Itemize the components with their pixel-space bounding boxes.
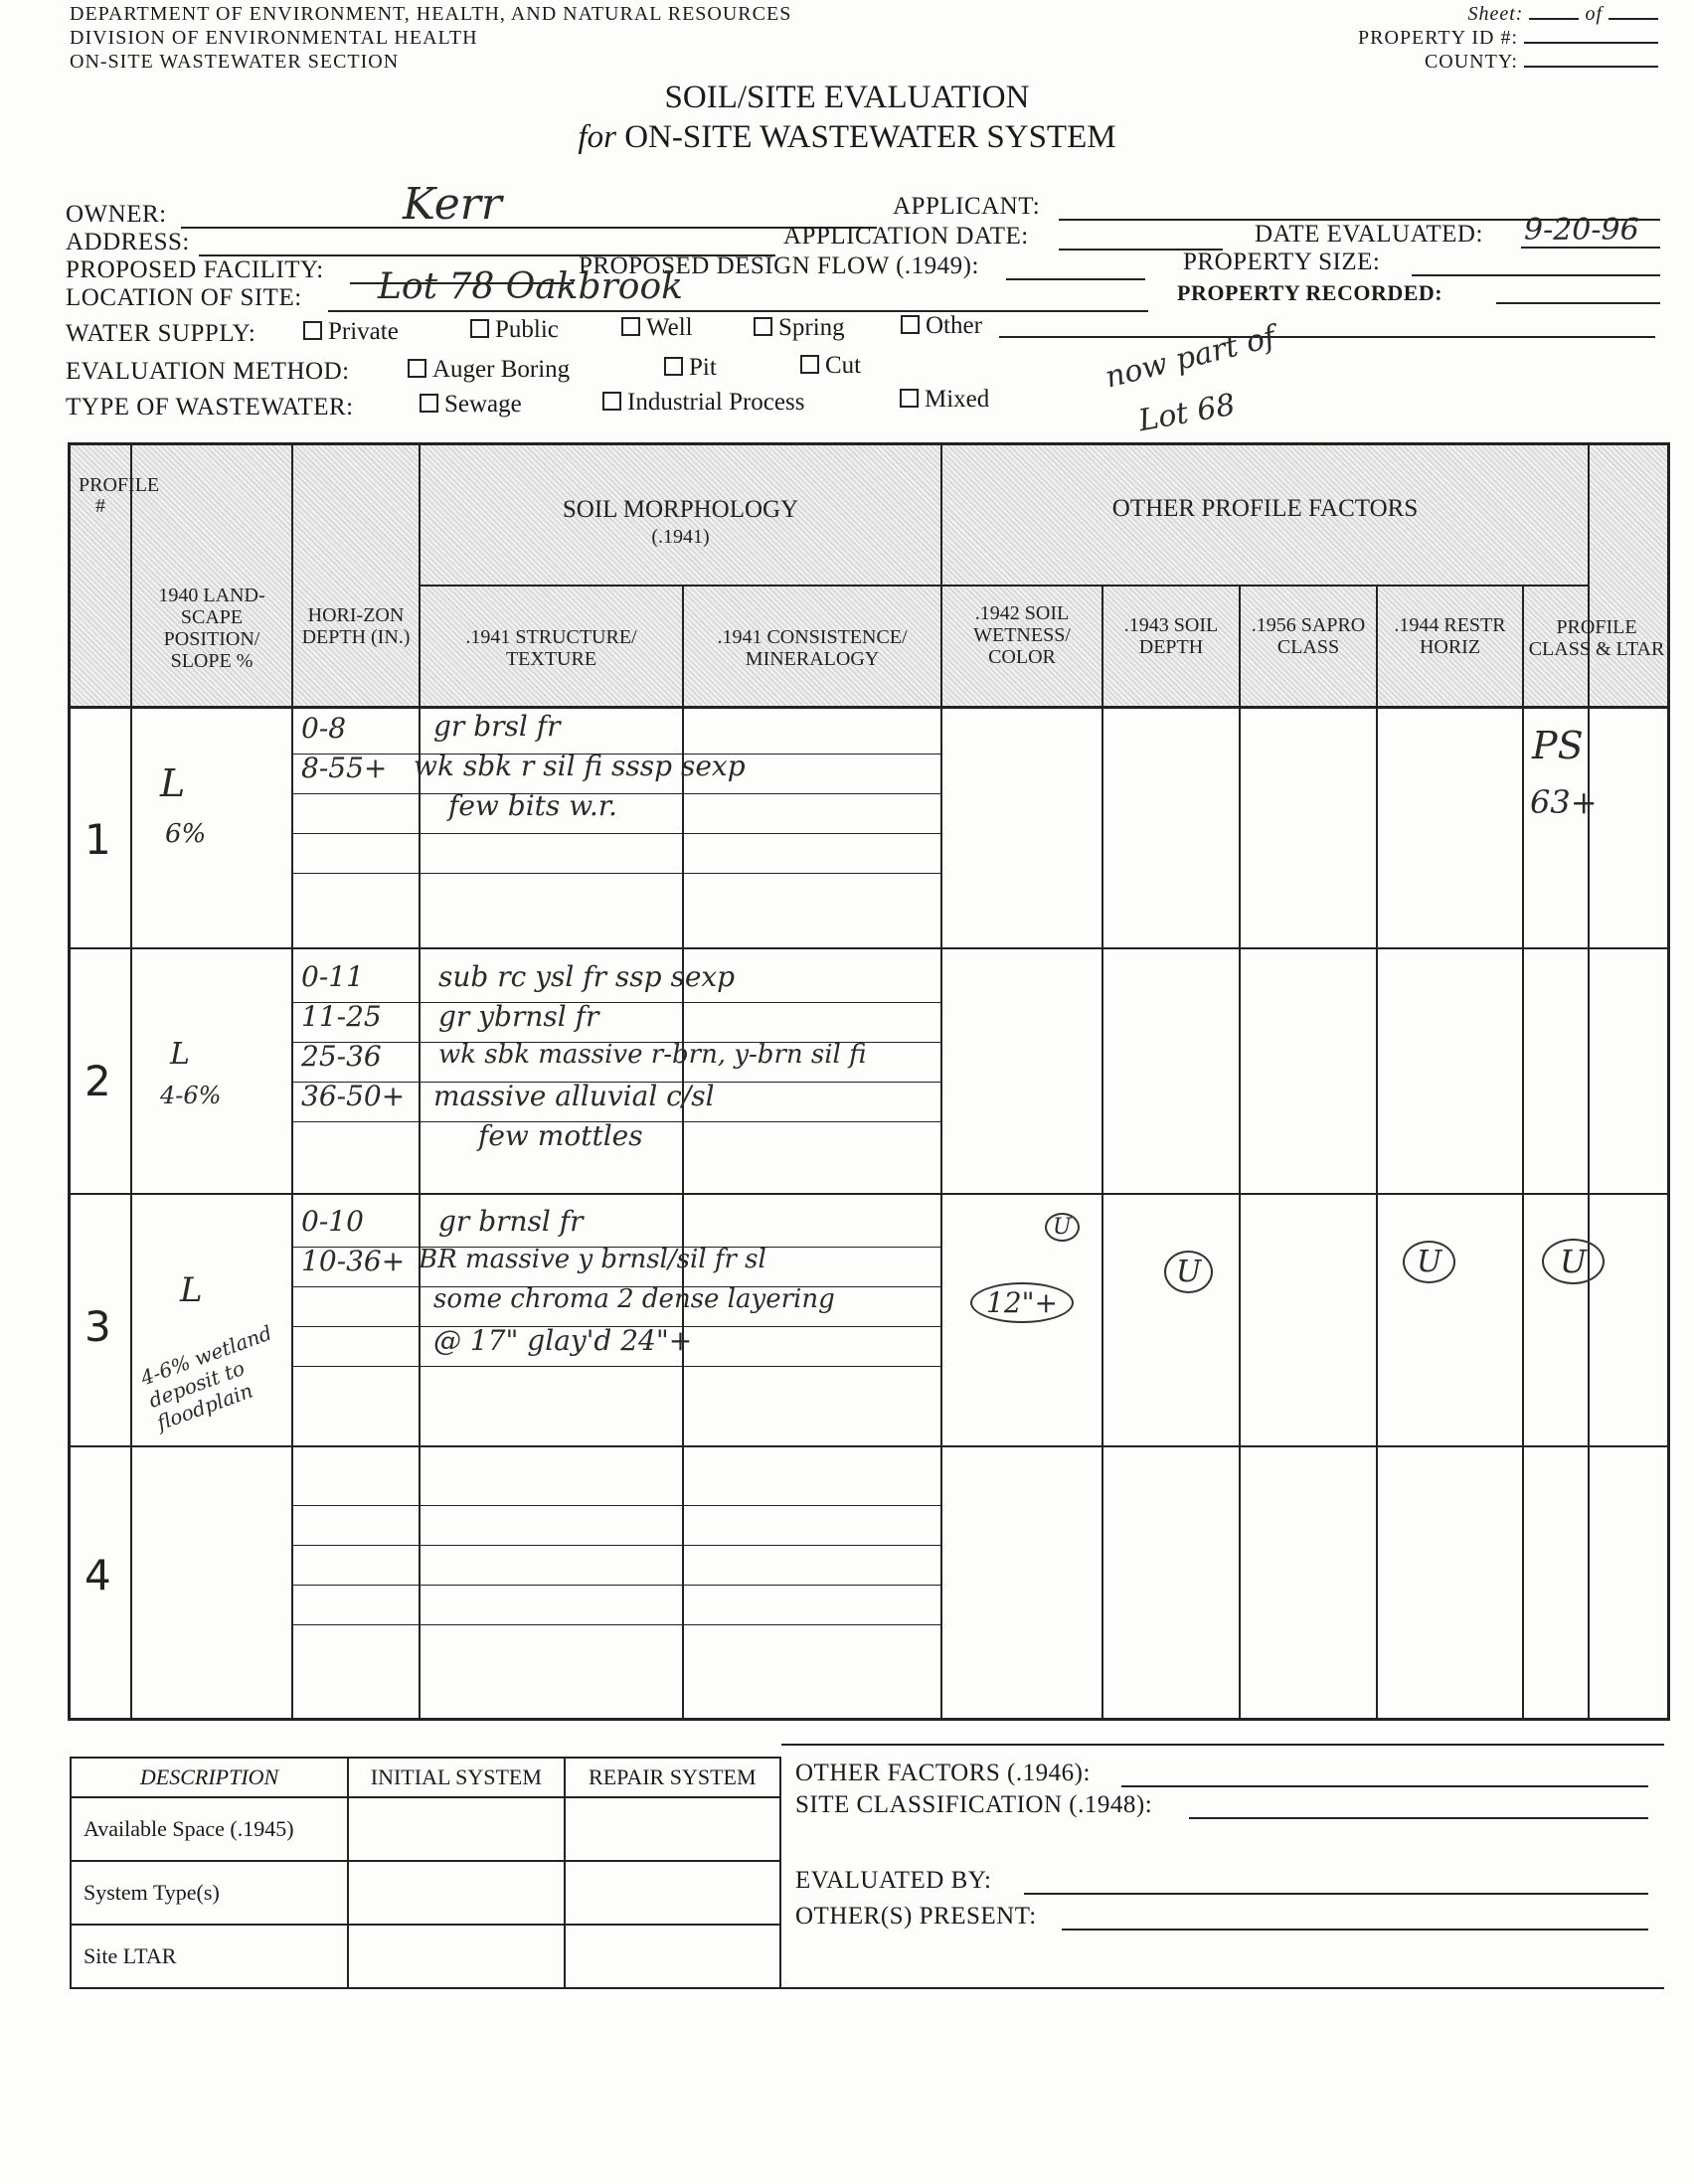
profile-number-2: 2 [85,1057,111,1105]
available-space-initial[interactable] [348,1797,564,1861]
location-value: Lot 78 Oakbrook [378,266,683,307]
site-ltar-initial[interactable] [348,1925,564,1988]
sheet-info [1358,2,1658,74]
industrial-process-checkbox[interactable]: Industrial Process [602,389,804,417]
profile3-wetness: U [1045,1213,1080,1242]
profile1-horizon-1: 0-8 [301,712,347,745]
profile1-landscape: L [160,761,186,805]
property-recorded-field[interactable] [1496,302,1660,304]
soil-depth-header: .1943 SOIL DEPTH [1123,614,1219,658]
profile2-landscape: L [170,1037,190,1072]
profile2-horizon-3: 25-36 [301,1040,382,1073]
profile1-ltar: 63+ [1530,783,1598,821]
profile2-texture-5: few mottles [478,1119,643,1152]
handwritten-note-line2: Lot 68 [1135,387,1239,439]
profile2-texture-1: sub rc ysl fr ssp sexp [438,960,736,993]
profile-column-header: PROFILE # [79,474,160,517]
evaluated-by-label: EVALUATED BY: [795,1867,992,1894]
system-type-initial[interactable] [348,1861,564,1925]
water-public-checkbox[interactable]: Public [470,316,559,344]
auger-boring-checkbox[interactable]: Auger Boring [408,356,570,384]
location-field[interactable] [328,310,1148,312]
profile2-horizon-4: 36-50+ [301,1080,406,1112]
other-factors-label: OTHER FACTORS (.1946): [795,1760,1091,1786]
system-description-table [70,1757,781,1989]
profile2-slope: 4-6% [160,1082,222,1109]
profile3-texture-3: some chroma 2 dense layering [433,1284,835,1314]
section-name: ON-SITE WASTEWATER SECTION [70,51,400,73]
county-field[interactable] [1524,66,1658,68]
profile3-restr: U [1403,1241,1455,1283]
sapro-class-header: .1956 SAPRO CLASS [1251,614,1366,658]
water-well-checkbox[interactable]: Well [621,314,693,342]
profile3-horizon-1: 0-10 [301,1205,364,1238]
site-classification-field[interactable] [1189,1817,1648,1819]
dept-name: DEPARTMENT OF ENVIRONMENT, HEALTH, AND NATURAL RESOURCES [70,3,792,25]
landscape-header: 1940 LAND-SCAPE POSITION/ SLOPE % [158,585,265,672]
profile3-landscape: L [180,1270,203,1310]
property-id-label: PROPERTY ID #: [1358,27,1518,49]
date-evaluated-value: 9-20-96 [1524,213,1639,248]
profile1-slope: 6% [165,819,207,849]
design-flow-label: PROPOSED DESIGN FLOW (.1949): [579,252,979,279]
system-type-repair[interactable] [565,1861,780,1925]
sheet-label: Sheet: [1467,3,1524,25]
location-label: LOCATION OF SITE: [66,284,302,311]
profile3-soil-depth: U [1164,1251,1213,1293]
water-private-checkbox[interactable]: Private [303,318,399,346]
soil-morphology-header: SOIL MORPHOLOGY (.1941) [562,496,799,548]
water-spring-checkbox[interactable]: Spring [754,314,845,342]
wastewater-label: TYPE OF WASTEWATER: [66,394,354,420]
agency-header [70,2,791,74]
profile-number-4: 4 [85,1551,111,1599]
profile1-horizon-2: 8-55+ [301,752,388,784]
pit-checkbox[interactable]: Pit [664,354,717,382]
profile3-class: U [1542,1239,1605,1284]
address-label: ADDRESS: [66,229,190,255]
consistence-mineralogy-header: .1941 CONSISTENCE/ MINERALOGY [717,626,908,670]
profile1-texture-3: few bits w.r. [448,789,617,822]
site-ltar-repair[interactable] [565,1925,780,1988]
water-other-checkbox[interactable]: Other [901,312,982,340]
handwritten-note-line1: now part of [1101,319,1279,396]
title-line2: ON-SITE WASTEWATER SYSTEM [624,119,1116,155]
profile3-wetness-depth: 12"+ [970,1282,1074,1323]
available-space-label: Available Space (.1945) [71,1797,348,1861]
profile2-horizon-2: 11-25 [301,1000,382,1033]
profile1-texture-2: wk sbk r sil fi sssp sexp [414,750,746,782]
profile3-texture-2: BR massive y brnsl/sil fr sl [419,1245,766,1274]
sewage-checkbox[interactable]: Sewage [420,391,522,419]
initial-system-header: INITIAL SYSTEM [348,1758,564,1797]
water-supply-label: WATER SUPPLY: [66,320,256,347]
evaluated-by-field[interactable] [1024,1893,1648,1895]
profile2-texture-2: gr ybrnsl fr [438,1000,599,1033]
others-present-label: OTHER(S) PRESENT: [795,1903,1037,1930]
county-label: COUNTY: [1424,51,1518,73]
property-recorded-label: PROPERTY RECORDED: [1177,280,1443,305]
design-flow-field[interactable] [1006,278,1145,280]
form-title [0,78,1694,157]
profile3-texture-4: @ 17" glay'd 24"+ [433,1324,693,1357]
restr-horiz-header: .1944 RESTR HORIZ [1394,614,1506,658]
profile2-texture-3: wk sbk massive r-brn, y-brn sil fi [438,1040,867,1070]
profile2-texture-4: massive alluvial c/sl [433,1080,715,1112]
title-line1: SOIL/SITE EVALUATION [664,80,1030,115]
water-other-field[interactable] [999,336,1655,338]
profile3-texture-1: gr brnsl fr [438,1205,584,1238]
others-present-field[interactable] [1062,1929,1648,1931]
property-size-field[interactable] [1412,274,1660,276]
horizon-depth-header: HORI-ZON DEPTH (IN.) [301,604,411,648]
title-for: for [578,119,616,155]
proposed-facility-label: PROPOSED FACILITY: [66,256,324,283]
profile2-horizon-1: 0-11 [301,960,364,993]
of-label: of [1585,3,1603,25]
profile-class-header: PROFILE CLASS & LTAR [1528,616,1665,660]
available-space-repair[interactable] [565,1797,780,1861]
cut-checkbox[interactable]: Cut [800,352,861,380]
system-type-label: System Type(s) [71,1861,348,1925]
property-size-label: PROPERTY SIZE: [1183,249,1381,275]
division-name: DIVISION OF ENVIRONMENTAL HEALTH [70,27,478,49]
soil-wetness-header: .1942 SOIL WETNESS/ COLOR [973,602,1071,668]
mixed-checkbox[interactable]: Mixed [900,386,989,414]
site-ltar-label: Site LTAR [71,1925,348,1988]
soil-profile-table [68,442,1670,1721]
repair-system-header: REPAIR SYSTEM [565,1758,780,1797]
other-profile-factors-header: OTHER PROFILE FACTORS [1111,495,1419,522]
desc-header: DESCRIPTION [71,1758,348,1797]
property-id-field[interactable] [1524,42,1658,44]
other-factors-field[interactable] [1121,1785,1648,1787]
profile3-slope: 4-6% wetland deposit to floodplain [137,1320,275,1435]
applicant-label: APPLICANT: [893,193,1041,220]
application-date-label: APPLICATION DATE: [783,223,1029,250]
structure-texture-header: .1941 STRUCTURE/ TEXTURE [465,626,637,670]
owner-field[interactable] [181,227,877,229]
date-evaluated-label: DATE EVALUATED: [1255,221,1483,248]
profile-number-1: 1 [85,815,111,864]
owner-value: Kerr [403,179,502,230]
profile3-horizon-2: 10-36+ [301,1245,406,1277]
profile1-texture-1: gr brsl fr [433,710,561,743]
owner-label: OWNER: [66,201,167,228]
profile1-class: PS [1532,724,1584,767]
site-classification-label: SITE CLASSIFICATION (.1948): [795,1791,1153,1818]
profile-number-3: 3 [85,1302,111,1351]
eval-method-label: EVALUATION METHOD: [66,358,350,385]
